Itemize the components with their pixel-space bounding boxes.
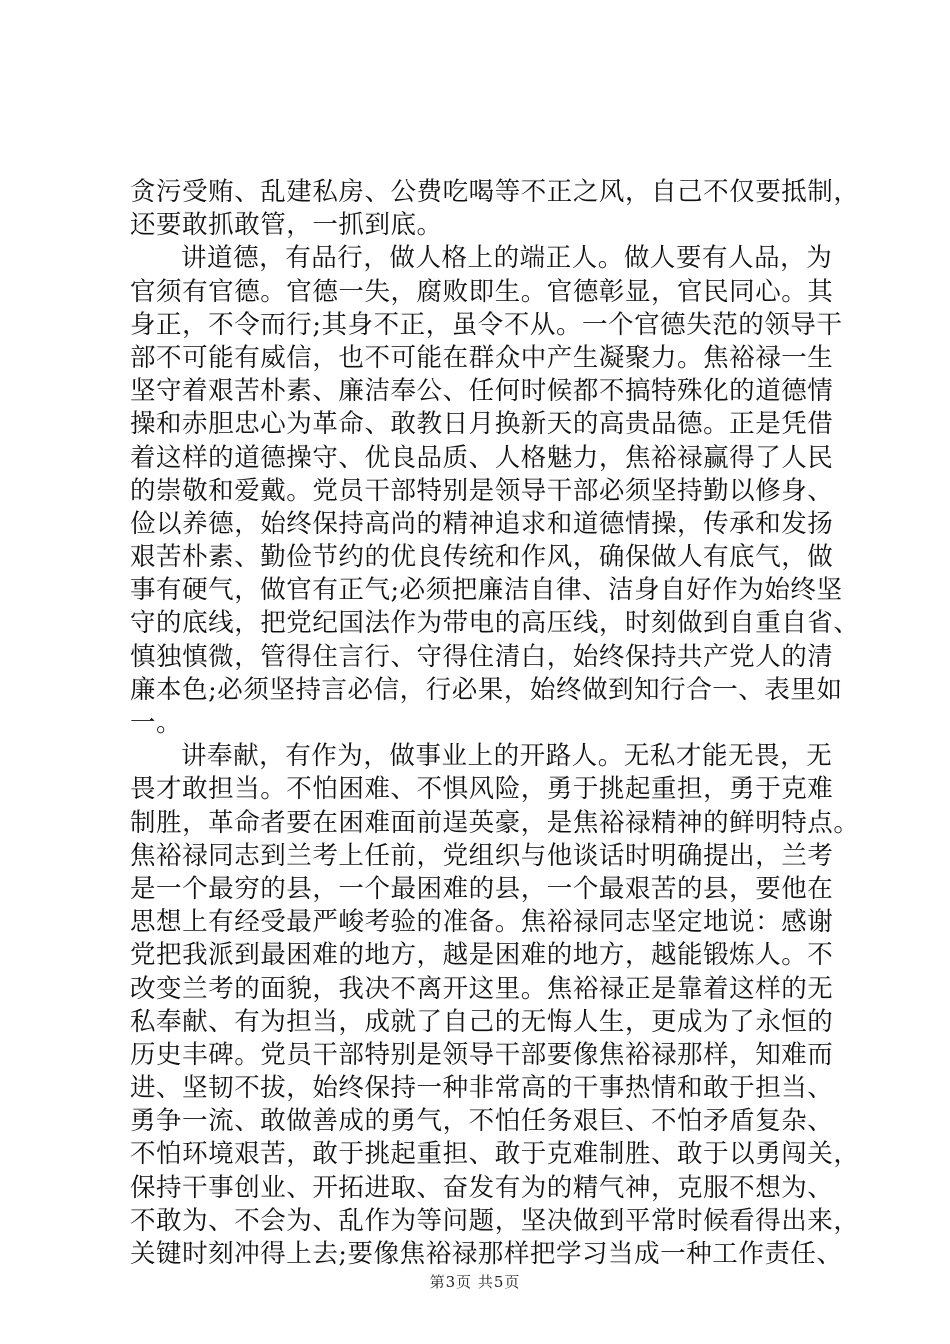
text-line: 守的底线，把党纪国法作为带电的高压线，时刻做到自重自省、 <box>130 608 860 639</box>
text-line: 俭以养德，始终保持高尚的精神追求和道德情操，传承和发扬 <box>130 508 834 539</box>
text-line: 不敢为、不会为、乱作为等问题，坚决做到平常时候看得出来， <box>130 1205 860 1236</box>
text-line: 着这样的道德操守、优良品质、人格魅力，焦裕禄赢得了人民 <box>130 442 834 473</box>
text-line: 身正，不令而行;其身不正，虽令不从。一个官德失范的领导干 <box>130 309 843 340</box>
text-line: 私奉献、有为担当，成就了自己的无悔人生，更成为了永恒的 <box>130 1006 834 1037</box>
text-line: 改变兰考的面貌，我决不离开这里。焦裕禄正是靠着这样的无 <box>130 973 834 1004</box>
text-line: 勇争一流、敢做善成的勇气，不怕任务艰巨、不怕矛盾复杂、 <box>130 1106 834 1137</box>
text-line: 一。 <box>130 708 183 738</box>
text-line: 制胜，革命者要在困难面前逞英豪，是焦裕禄精神的鲜明特点。 <box>130 807 860 838</box>
text-line: 讲奉献，有作为，做事业上的开路人。无私才能无畏，无 <box>181 741 833 772</box>
body-text <box>130 176 860 1271</box>
text-line: 保持干事创业、开拓进取、奋发有为的精气神，克服不想为、 <box>130 1172 834 1203</box>
text-line: 操和赤胆忠心为革命、敢教日月换新天的高贵品德。正是凭借 <box>130 409 834 440</box>
page-footer: 第3页 共5页 <box>429 1273 521 1291</box>
text-line: 贪污受贿、乱建私房、公费吃喝等不正之风，自己不仅要抵制， <box>130 177 860 207</box>
text-line: 的崇敬和爱戴。党员干部特别是领导干部必须坚持勤以修身、 <box>130 475 834 506</box>
text-line: 不怕环境艰苦，敢于挑起重担、敢于克难制胜、敢于以勇闯关， <box>130 1139 860 1170</box>
text-line: 慎独慎微，管得住言行、守得住清白，始终保持共产党人的清 <box>130 641 834 672</box>
text-line: 关键时刻冲得上去;要像焦裕禄那样把学习当成一种工作责任、 <box>130 1239 843 1269</box>
text-line: 讲道德，有品行，做人格上的端正人。做人要有人品，为 <box>181 243 833 274</box>
text-line: 进、坚韧不拔，始终保持一种非常高的干事热情和敢于担当、 <box>130 1073 834 1104</box>
text-line: 党把我派到最困难的地方，越是困难的地方，越能锻炼人。不 <box>130 940 834 971</box>
text-line: 是一个最穷的县，一个最困难的县，一个最艰苦的县，要他在 <box>130 873 834 904</box>
text-line: 历史丰碑。党员干部特别是领导干部要像焦裕禄那样，知难而 <box>130 1039 834 1070</box>
text-line: 焦裕禄同志到兰考上任前，党组织与他谈话时明确提出，兰考 <box>130 840 834 871</box>
text-line: 还要敢抓敢管，一抓到底。 <box>130 210 443 241</box>
text-line: 畏才敢担当。不怕困难、不惧风险，勇于挑起重担，勇于克难 <box>130 774 834 805</box>
text-line: 事有硬气，做官有正气;必须把廉洁自律、洁身自好作为始终坚 <box>130 575 843 606</box>
text-line: 思想上有经受最严峻考验的准备。焦裕禄同志坚定地说：感谢 <box>130 907 834 938</box>
text-line: 廉本色;必须坚持言必信，行必果，始终做到知行合一、表里如 <box>130 674 843 705</box>
text-line: 坚守着艰苦朴素、廉洁奉公、任何时候都不搞特殊化的道德情 <box>130 376 834 407</box>
text-line: 部不可能有威信，也不可能在群众中产生凝聚力。焦裕禄一生 <box>130 342 834 373</box>
text-line: 官须有官德。官德一失，腐败即生。官德彰显，官民同心。其 <box>130 276 834 307</box>
text-line: 艰苦朴素、勤俭节约的优良传统和作风，确保做人有底气，做 <box>130 542 834 573</box>
